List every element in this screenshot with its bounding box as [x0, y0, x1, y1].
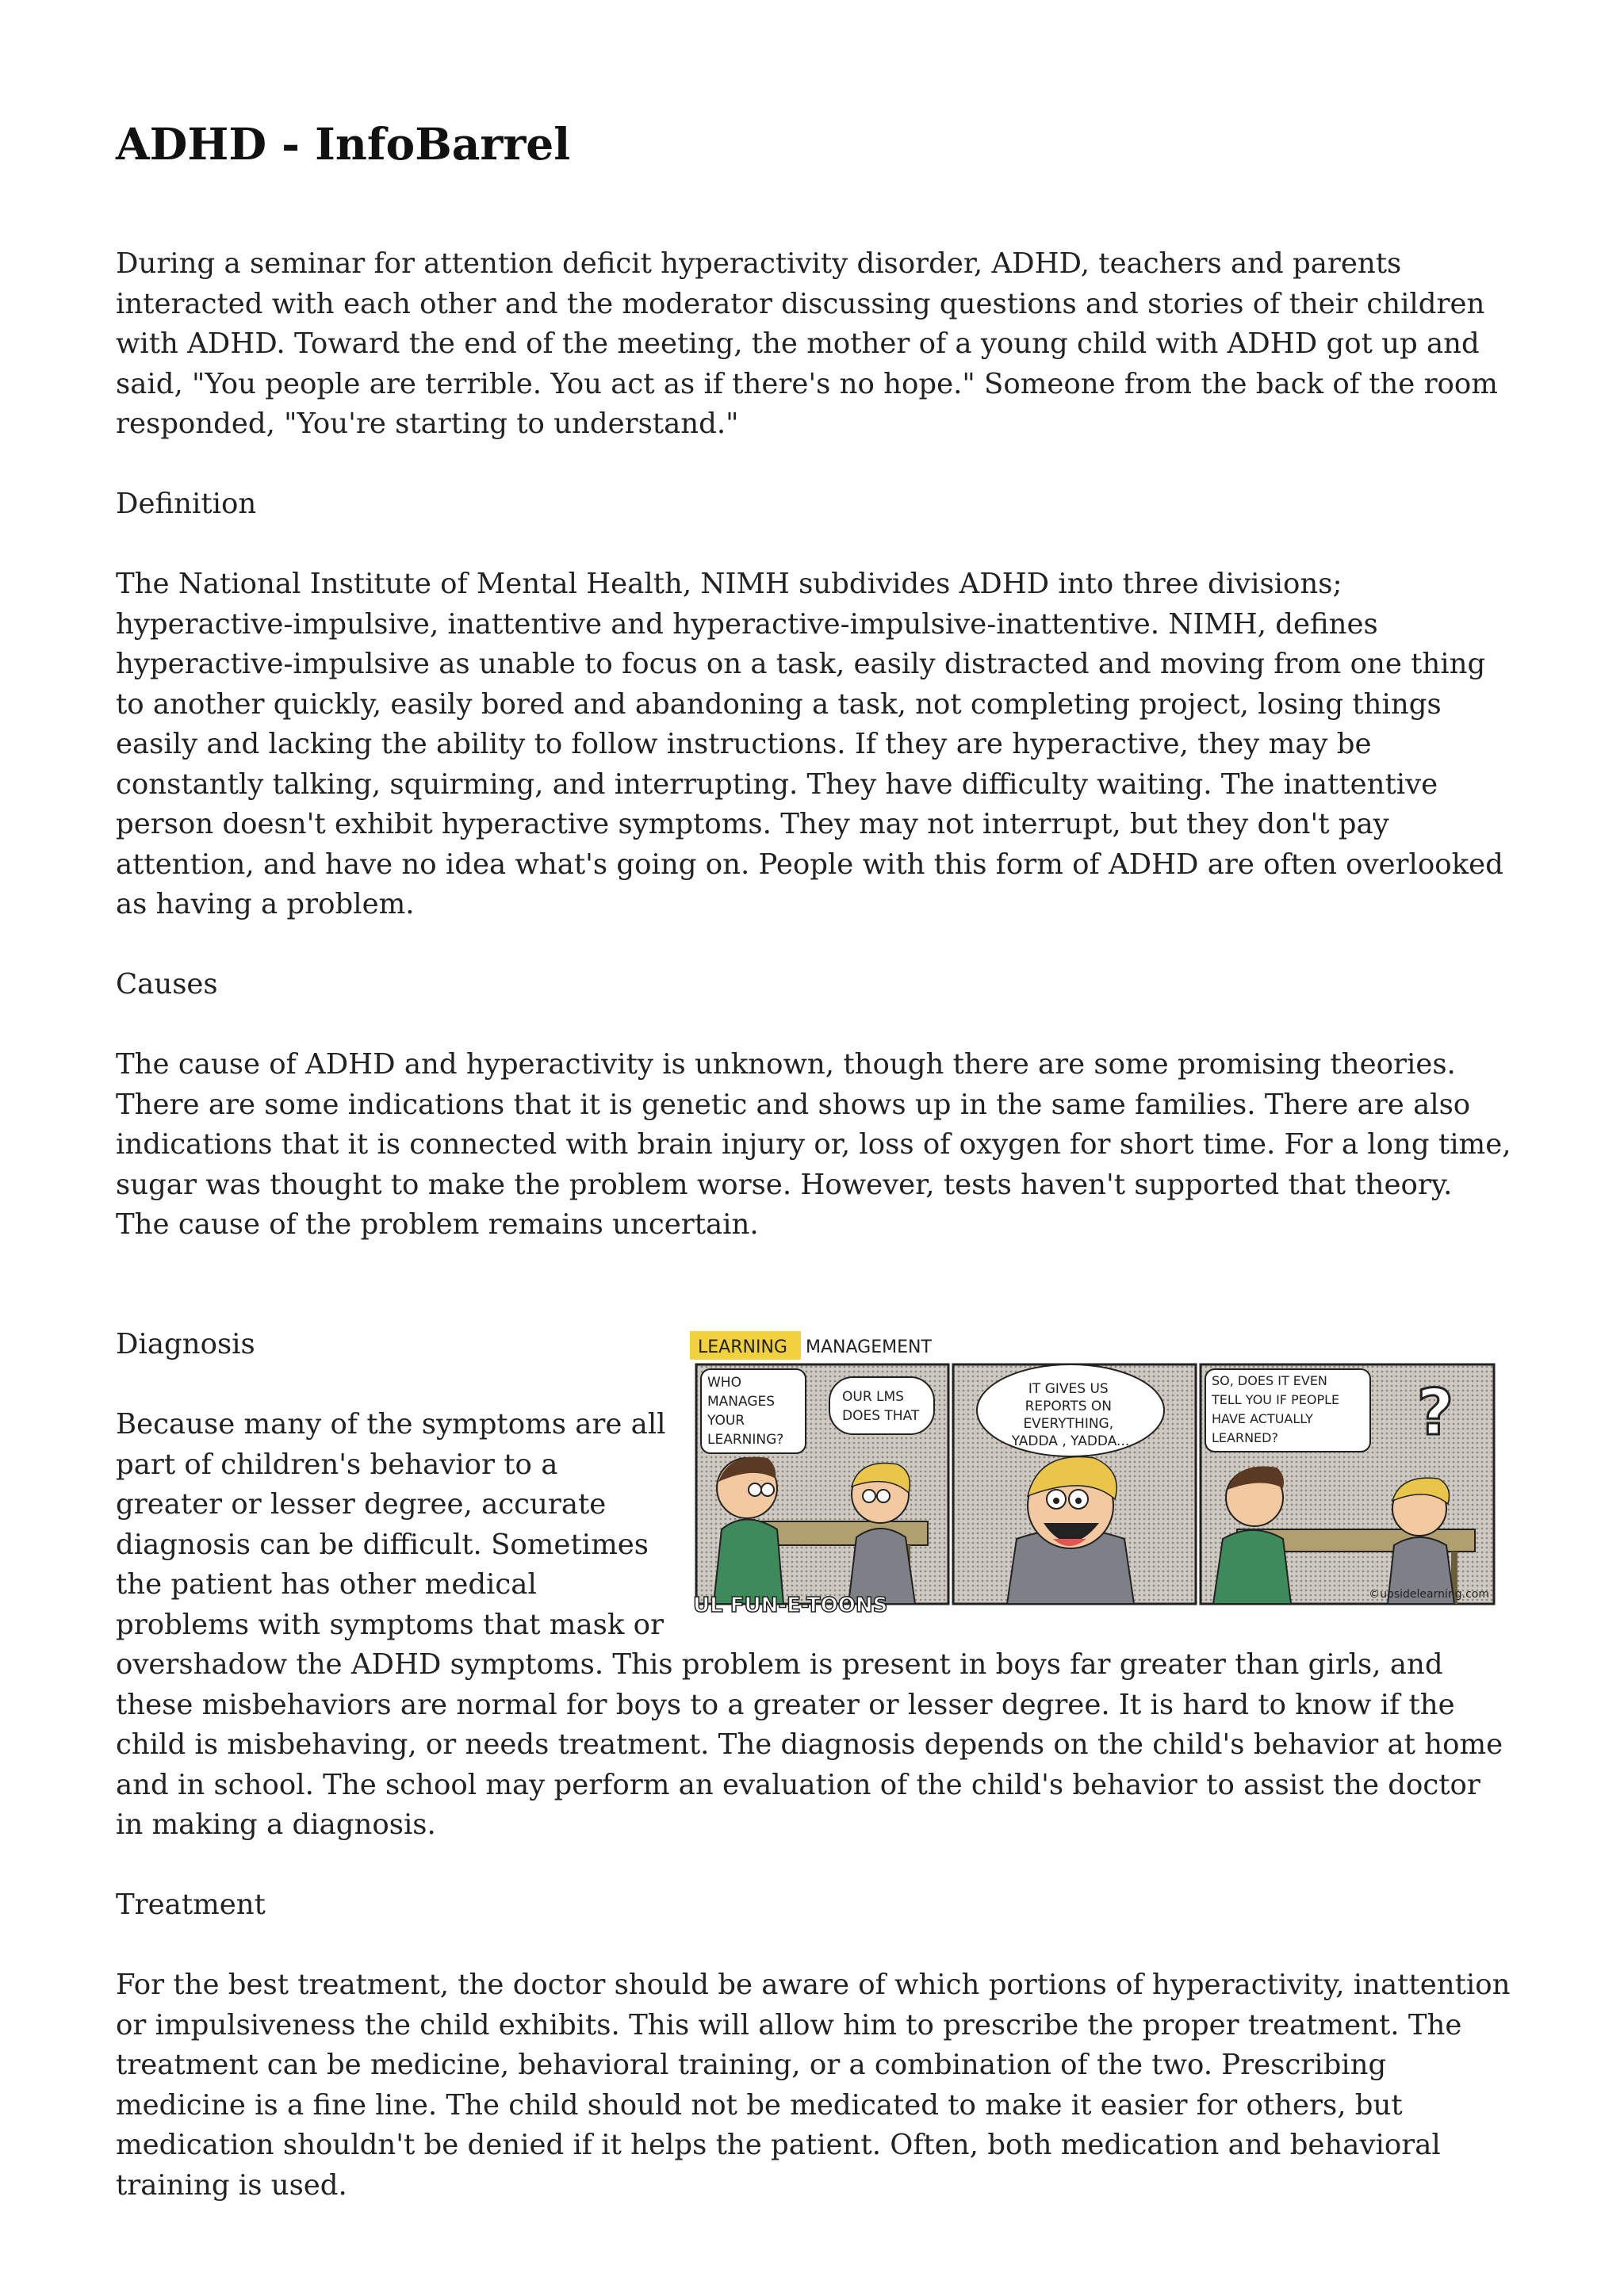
comic-header-highlight-text: LEARNING: [698, 1337, 787, 1358]
comic-text-line: IT GIVES US: [1028, 1381, 1109, 1398]
comic-panel-3: [1201, 1364, 1494, 1604]
comic-text-line: WHO: [707, 1375, 741, 1391]
comic-text-line: OUR LMS: [842, 1389, 904, 1406]
comic-text-line: HAVE ACTUALLY: [1212, 1411, 1313, 1427]
diagnosis-paragraph: Because many of the symptoms are all part of children's behavior to a greater or lesser degree, accurate diagnosis can be difficult. Sometimes the patient has other medical problems with symptoms that mask or overshadow the ADHD symptoms. This problem is present in boys far greater than girls, and these misbehaviors are normal for boys to a greater or lesser degree. It is hard to know if the child is misbehaving, or needs treatment. The diagnosis depends on the child's behavior at home and in school. The school may perform an evaluation of the child's behavior to assist the doctor in making a diagnosis.: [116, 1408, 1503, 1842]
comic-text-line: REPORTS ON: [1025, 1399, 1113, 1415]
comic-panel-2: [953, 1364, 1196, 1604]
comic-strip-image: [690, 1331, 1499, 1615]
comic-panel-1: [696, 1364, 948, 1604]
comic-text-line: MANAGES: [707, 1394, 776, 1410]
comic-text-line: YOUR: [707, 1413, 745, 1429]
document-page: [116, 119, 1511, 2246]
intro-paragraph: During a seminar for attention deficit hyperactivity disorder, ADHD, teachers and parents interacted with each other and the moderator discussing questions and stories of their children with ADHD. Toward the end of the meeting, the mother of a young child with ADHD got up and said, "You people are terrible. You act as if there's no hope." Someone from the back of the room responded, "You're starting to understand.": [116, 247, 1498, 441]
comic-header-rest-text: MANAGEMENT: [806, 1337, 932, 1358]
comic-text-line: YADDA , YADDA...: [1011, 1433, 1130, 1450]
diagnosis-heading: Diagnosis: [116, 1328, 255, 1361]
comic-logo: UL FUN-E-TOONS: [693, 1594, 888, 1616]
comic-text-line: DOES THAT: [842, 1408, 920, 1425]
definition-heading: Definition: [116, 488, 257, 521]
causes-heading: Causes: [116, 968, 218, 1001]
comic-text-line: EVERYTHING,: [1023, 1416, 1114, 1433]
comic-question-mark: ?: [1416, 1376, 1454, 1450]
comic-text-line: LEARNING?: [707, 1432, 784, 1448]
page-title: ADHD - InfoBarrel: [116, 118, 571, 170]
comic-text-line: LEARNED?: [1212, 1430, 1278, 1446]
causes-paragraph: The cause of ADHD and hyperactivity is unknown, though there are some promising theories. There are some indications that it is genetic and shows up in the same families. There are also indications that it is connected with brain injury or, loss of oxygen for short time. For a long time, sugar was thought to make the problem worse. However, tests haven't supported that theory. The cause of the problem remains uncertain.: [116, 1048, 1511, 1242]
treatment-paragraph: For the best treatment, the doctor should be aware of which portions of hyperactivity, inattention or impulsiveness the child exhibits. This will allow him to prescribe the proper treatment. The treatment can be medicine, behavioral training, or a combination of the two. Prescribing medicine is a fine line. The child should not be medicated to make it easier for others, but medication shouldn't be denied if it helps the patient. Often, both medication and behavioral training is used.: [116, 1969, 1511, 2202]
definition-paragraph: The National Institute of Mental Health, NIMH subdivides ADHD into three divisions; hyperactive-impulsive, inattentive and hyperactive-impulsive-inattentive. NIMH, defines hyperactive-impulsive as unable to focus on a task, easily distracted and moving from one thing to another quickly, easily bored and abandoning a task, not completing project, losing things easily and lacking the ability to follow instructions. If they are hyperactive, they may be constantly talking, squirming, and interrupting. They have difficulty waiting. The inattentive person doesn't exhibit hyperactive symptoms. They may not interrupt, but they don't pay attention, and have no idea what's going on. People with this form of ADHD are often overlooked as having a problem.: [116, 568, 1503, 921]
section-spacer: [116, 1285, 1511, 1325]
comic-credit: ©upsidelearning.com: [1369, 1588, 1489, 1601]
comic-text-line: TELL YOU IF PEOPLE: [1212, 1392, 1340, 1408]
treatment-heading: Treatment: [116, 1888, 266, 1922]
comic-text-line: SO, DOES IT EVEN: [1212, 1373, 1327, 1389]
